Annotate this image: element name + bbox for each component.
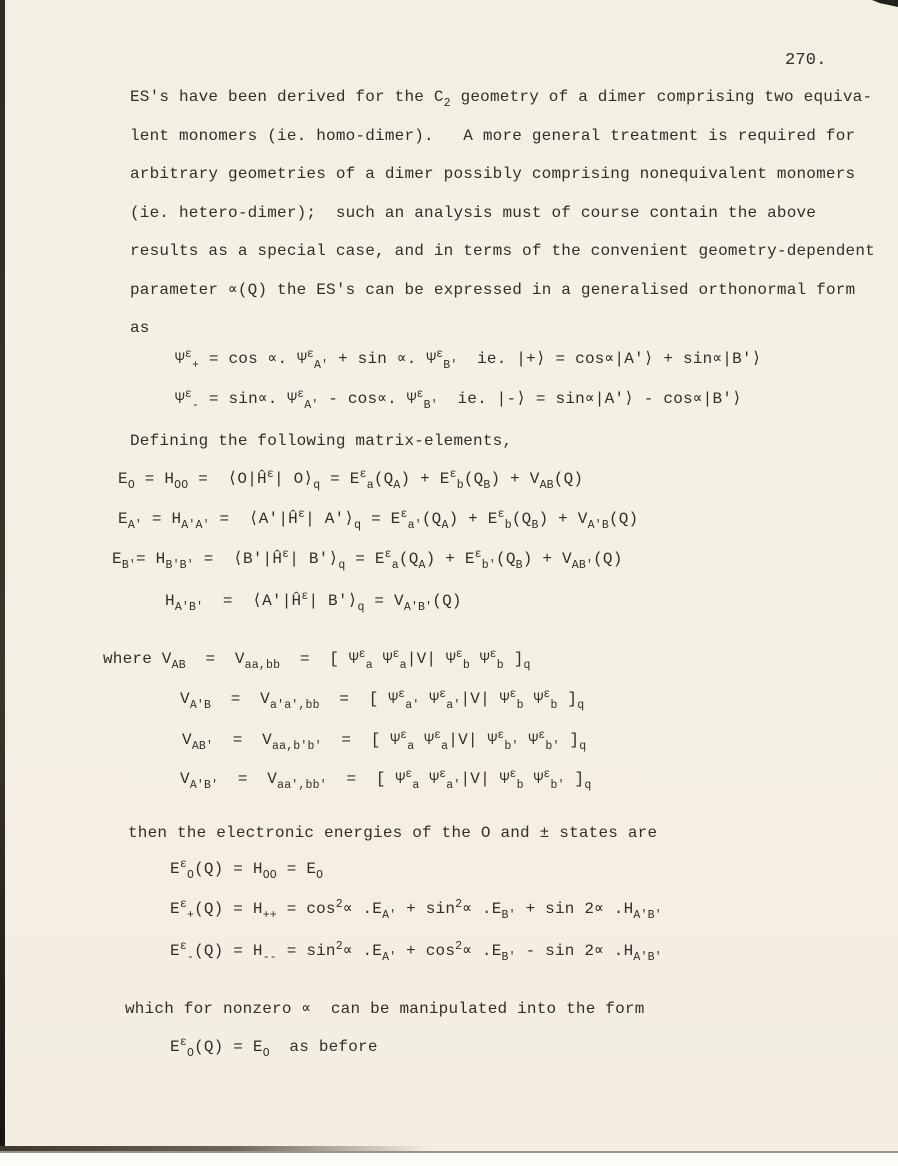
matrix-element-e0: $E_O = H_{OO}$ = $⟨O|Ĥ^\varepsilon|$ $O⟩_q = E^\varepsilon_a(Q_A) + E^\varepsilon_b(Q_B) + V_{AB}(Q)$	[118, 467, 584, 493]
which-line: which for nonzero ∝ can be manipulated into the form	[125, 1000, 645, 1018]
paragraph-line: as	[130, 319, 150, 337]
defining-line: Defining the following matrix-elements,	[130, 432, 513, 450]
paragraph-line: ES's have been derived for the $C_2$ geometry of a dimer comprising two equiva-	[130, 88, 873, 111]
paragraph-line: lent monomers (ie. homo-dimer). A more general treatment is required for	[130, 127, 856, 145]
paragraph-line: parameter ∝(Q) the ES's can be expressed in a generalised orthonormal form	[130, 281, 856, 299]
page-number: 270.	[785, 51, 827, 70]
where-row: where $V_{AB} = V_{aa,bb}$ = [ $\Psi^\varepsilon_a$ $\Psi^\varepsilon_a|V|$ $\Psi^\varepsilon_b$ $\Psi^\varepsilon_b$ ]$_q$	[103, 647, 531, 673]
where-row: $V_{A'B} = V_{a'a',bb}$ = [ $\Psi^\varepsilon_{a'}$ $\Psi^\varepsilon_{a'}|V|$ $\Psi^\varepsilon_b$ $\Psi^\varepsilon_b$ ]$_q$	[180, 687, 585, 713]
energy-equation-eminus: $E^\varepsilon_-(Q) = H_{--} = \sin^2\propto .E_{A'} + \cos^2\propto .E_{B'} - \sin 2\propto .H_{A'B'}$	[170, 939, 662, 965]
equation-es-plus: $\Psi^\varepsilon_+ = \cos$ ∝. $\Psi^\varepsilon_{A'} + \sin$ ∝. $\Psi^\varepsilon_{B'}$ ie. |+⟩ = cos∝|A'⟩ + sin∝|B'⟩	[175, 347, 762, 373]
matrix-element-ea: $E_{A'} = H_{A'A'}$ = $⟨A'|Ĥ^\varepsilon|$ $A'⟩_q = E^\varepsilon_{a'}(Q_A) + E^\varepsilon_b(Q_B) + V_{A'B}(Q)$	[118, 507, 639, 533]
where-row: $V_{A'B'} = V_{aa',bb'}$ = [ $\Psi^\varepsilon_a$ $\Psi^\varepsilon_{a'}|V|$ $\Psi^\varepsilon_b$ $\Psi^\varepsilon_{b'}$ ]$_q$	[180, 767, 592, 793]
energy-equation-eplus: $E^\varepsilon_+(Q) = H_{++} = \cos^2\propto .E_{A'} + \sin^2\propto .E_{B'} + \sin 2\propto .H_{A'B'}$	[170, 897, 662, 923]
final-equation: $E^\varepsilon_O(Q) = E_O$ as before	[170, 1035, 378, 1061]
then-line: then the electronic energies of the O and ± states are	[128, 824, 658, 842]
paragraph-line: (ie. hetero-dimer); such an analysis must of course contain the above	[130, 204, 817, 222]
energy-equation-e0: $E^\varepsilon_O(Q) = H_{OO} = E_O$	[170, 857, 324, 883]
matrix-element-eb: $E_{B'}= H_{B'B'}$ = $⟨B'|Ĥ^\varepsilon|$ $B'⟩_q = E^\varepsilon_a(Q_A) + E^\varepsilon_{b'}(Q_B) + V_{AB'}(Q)$	[112, 547, 623, 573]
paragraph-line: arbitrary geometries of a dimer possibly comprising nonequivalent monomers	[130, 165, 856, 183]
paragraph-line: results as a special case, and in terms of the convenient geometry-dependent	[130, 242, 875, 260]
page-left-edge	[0, 0, 5, 1151]
where-row: $V_{AB'} = V_{aa,b'b'}$ = [ $\Psi^\varepsilon_a$ $\Psi^\varepsilon_a|V|$ $\Psi^\varepsilon_{b'}$ $\Psi^\varepsilon_{b'}$ ]$_q$	[182, 728, 587, 754]
equation-es-minus: $\Psi^\varepsilon_- = \sin\propto$. $\Psi^\varepsilon_{A'} - \cos\propto$. $\Psi^\varepsilon_{B'}$ ie. |-⟩ = sin∝|A'⟩ - cos∝|B'⟩	[175, 387, 742, 413]
matrix-element-hab: $H_{A'B'}$ = $⟨A'|Ĥ^\varepsilon|$ $B'⟩_q = V_{A'B'}(Q)$	[165, 589, 462, 615]
page-bottom-shadow	[0, 1146, 430, 1151]
